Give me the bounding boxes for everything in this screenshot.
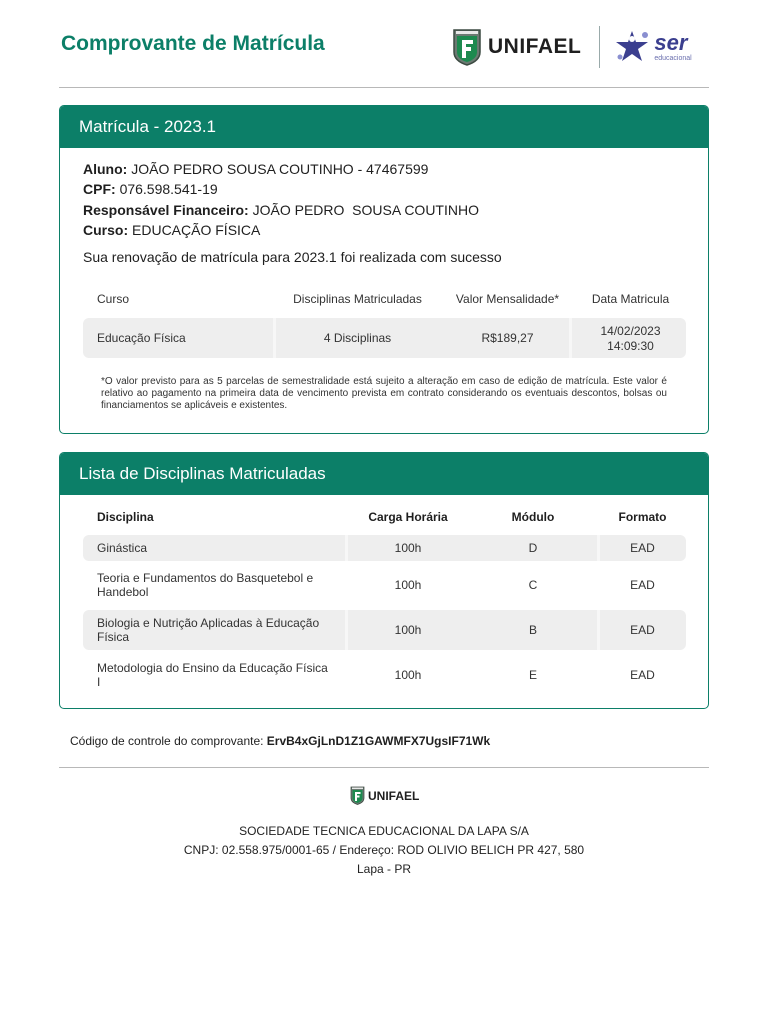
enrollment-card-title: Matrícula - 2023.1 bbox=[60, 106, 708, 148]
cpf-line bbox=[83, 181, 218, 197]
discipline-module: D bbox=[528, 541, 538, 555]
ser-educacional-logo bbox=[612, 29, 691, 65]
disciplines-card-title: Lista de Disciplinas Matriculadas bbox=[60, 453, 708, 495]
table-row bbox=[83, 565, 686, 605]
footer-company: SOCIEDADE TECNICA EDUCACIONAL DA LAPA S/A bbox=[239, 824, 529, 838]
unifael-wordmark: UNIFAEL bbox=[488, 35, 582, 58]
summary-date: 14/02/2023 bbox=[600, 324, 661, 338]
summary-time: 14:09:30 bbox=[607, 339, 654, 353]
disc-header-name: Disciplina bbox=[97, 510, 154, 524]
page-title: Comprovante de Matrícula bbox=[61, 32, 325, 55]
cpf-value: 076.598.541-19 bbox=[119, 181, 218, 197]
summary-disciplines: 4 Disciplinas bbox=[323, 331, 392, 345]
success-message: Sua renovação de matrícula para 2023.1 foi realizada com sucesso bbox=[83, 249, 502, 265]
cpf-label: CPF: bbox=[83, 181, 116, 197]
footer-city: Lapa - PR bbox=[356, 862, 412, 876]
summary-header-fee: Valor Mensalidade* bbox=[455, 292, 560, 306]
control-code-label: Código de controle do comprovante: bbox=[70, 734, 264, 748]
responsible-value: JOÃO PEDRO SOUSA COUTINHO bbox=[252, 202, 479, 218]
table-row bbox=[83, 610, 686, 650]
ser-wordmark: ser bbox=[654, 30, 688, 55]
student-label: Aluno: bbox=[83, 161, 128, 177]
discipline-hours: 100h bbox=[394, 623, 422, 637]
table-row bbox=[83, 655, 686, 695]
summary-row bbox=[83, 318, 686, 358]
ser-subtitle: educacional bbox=[654, 55, 692, 62]
responsible-label: Responsável Financeiro: bbox=[83, 202, 249, 218]
discipline-name: Teoria e Fundamentos do Basquetebol e Handebol bbox=[97, 571, 314, 599]
footer-wordmark: UNIFAEL bbox=[368, 788, 420, 803]
summary-header-disciplines: Disciplinas Matriculadas bbox=[293, 292, 422, 306]
star-people-icon bbox=[612, 29, 652, 65]
brand-logos bbox=[452, 26, 692, 68]
unifael-shield-icon bbox=[452, 28, 482, 66]
discipline-name: Metodologia do Ensino da Educação Física I bbox=[97, 661, 328, 689]
footer-unifael-logo bbox=[350, 786, 419, 805]
enrollment-card bbox=[59, 105, 709, 434]
logo-divider bbox=[599, 26, 600, 68]
header-divider bbox=[59, 87, 709, 88]
course-label: Curso: bbox=[83, 222, 129, 238]
page-header bbox=[0, 0, 768, 88]
unifael-shield-icon bbox=[350, 786, 365, 805]
discipline-hours: 100h bbox=[394, 668, 422, 682]
unifael-logo bbox=[452, 28, 581, 66]
discipline-module: B bbox=[528, 623, 537, 637]
footer-divider bbox=[59, 767, 709, 768]
discipline-format: EAD bbox=[630, 623, 655, 637]
responsible-line bbox=[83, 202, 479, 218]
disc-header-hours: Carga Horária bbox=[368, 510, 448, 524]
disciplines-card bbox=[59, 452, 709, 709]
student-value: JOÃO PEDRO SOUSA COUTINHO - 47467599 bbox=[131, 161, 429, 177]
discipline-format: EAD bbox=[630, 541, 655, 555]
discipline-name: Biologia e Nutrição Aplicadas à Educação Física bbox=[97, 616, 320, 644]
control-code-line bbox=[70, 734, 490, 748]
disc-header-format: Formato bbox=[618, 510, 667, 524]
discipline-hours: 100h bbox=[394, 578, 422, 592]
course-value: EDUCAÇÃO FÍSICA bbox=[132, 222, 261, 238]
footer-address: CNPJ: 02.558.975/0001-65 / Endereço: ROD OLIVIO BELICH PR 427, 580 bbox=[183, 843, 585, 857]
student-line bbox=[83, 161, 428, 177]
summary-header-course: Curso bbox=[97, 292, 130, 306]
discipline-module: E bbox=[528, 668, 537, 682]
fee-note: *O valor previsto para as 5 parcelas de semestralidade está sujeito a alteração em caso de edição de matrícula. Este valor é relativo ao pagamento na primeira data de vencimento prevista em contrato considerando os eventuais descontos, bolsas ou financiamentos se aplicáveis e existentes. bbox=[101, 376, 667, 411]
course-line bbox=[83, 222, 260, 238]
discipline-format: EAD bbox=[630, 668, 655, 682]
summary-course: Educação Física bbox=[97, 331, 186, 345]
discipline-format: EAD bbox=[630, 578, 655, 592]
control-code-value: ErvB4xGjLnD1Z1GAWMFX7UgsIF71Wk bbox=[266, 734, 491, 748]
summary-fee: R$189,27 bbox=[481, 331, 534, 345]
discipline-hours: 100h bbox=[394, 541, 422, 555]
discipline-name: Ginástica bbox=[97, 541, 148, 555]
disc-header-module: Módulo bbox=[511, 510, 555, 524]
discipline-module: C bbox=[528, 578, 538, 592]
summary-header-date: Data Matricula bbox=[591, 292, 670, 306]
table-row bbox=[83, 535, 686, 561]
cell-divider bbox=[273, 318, 276, 358]
